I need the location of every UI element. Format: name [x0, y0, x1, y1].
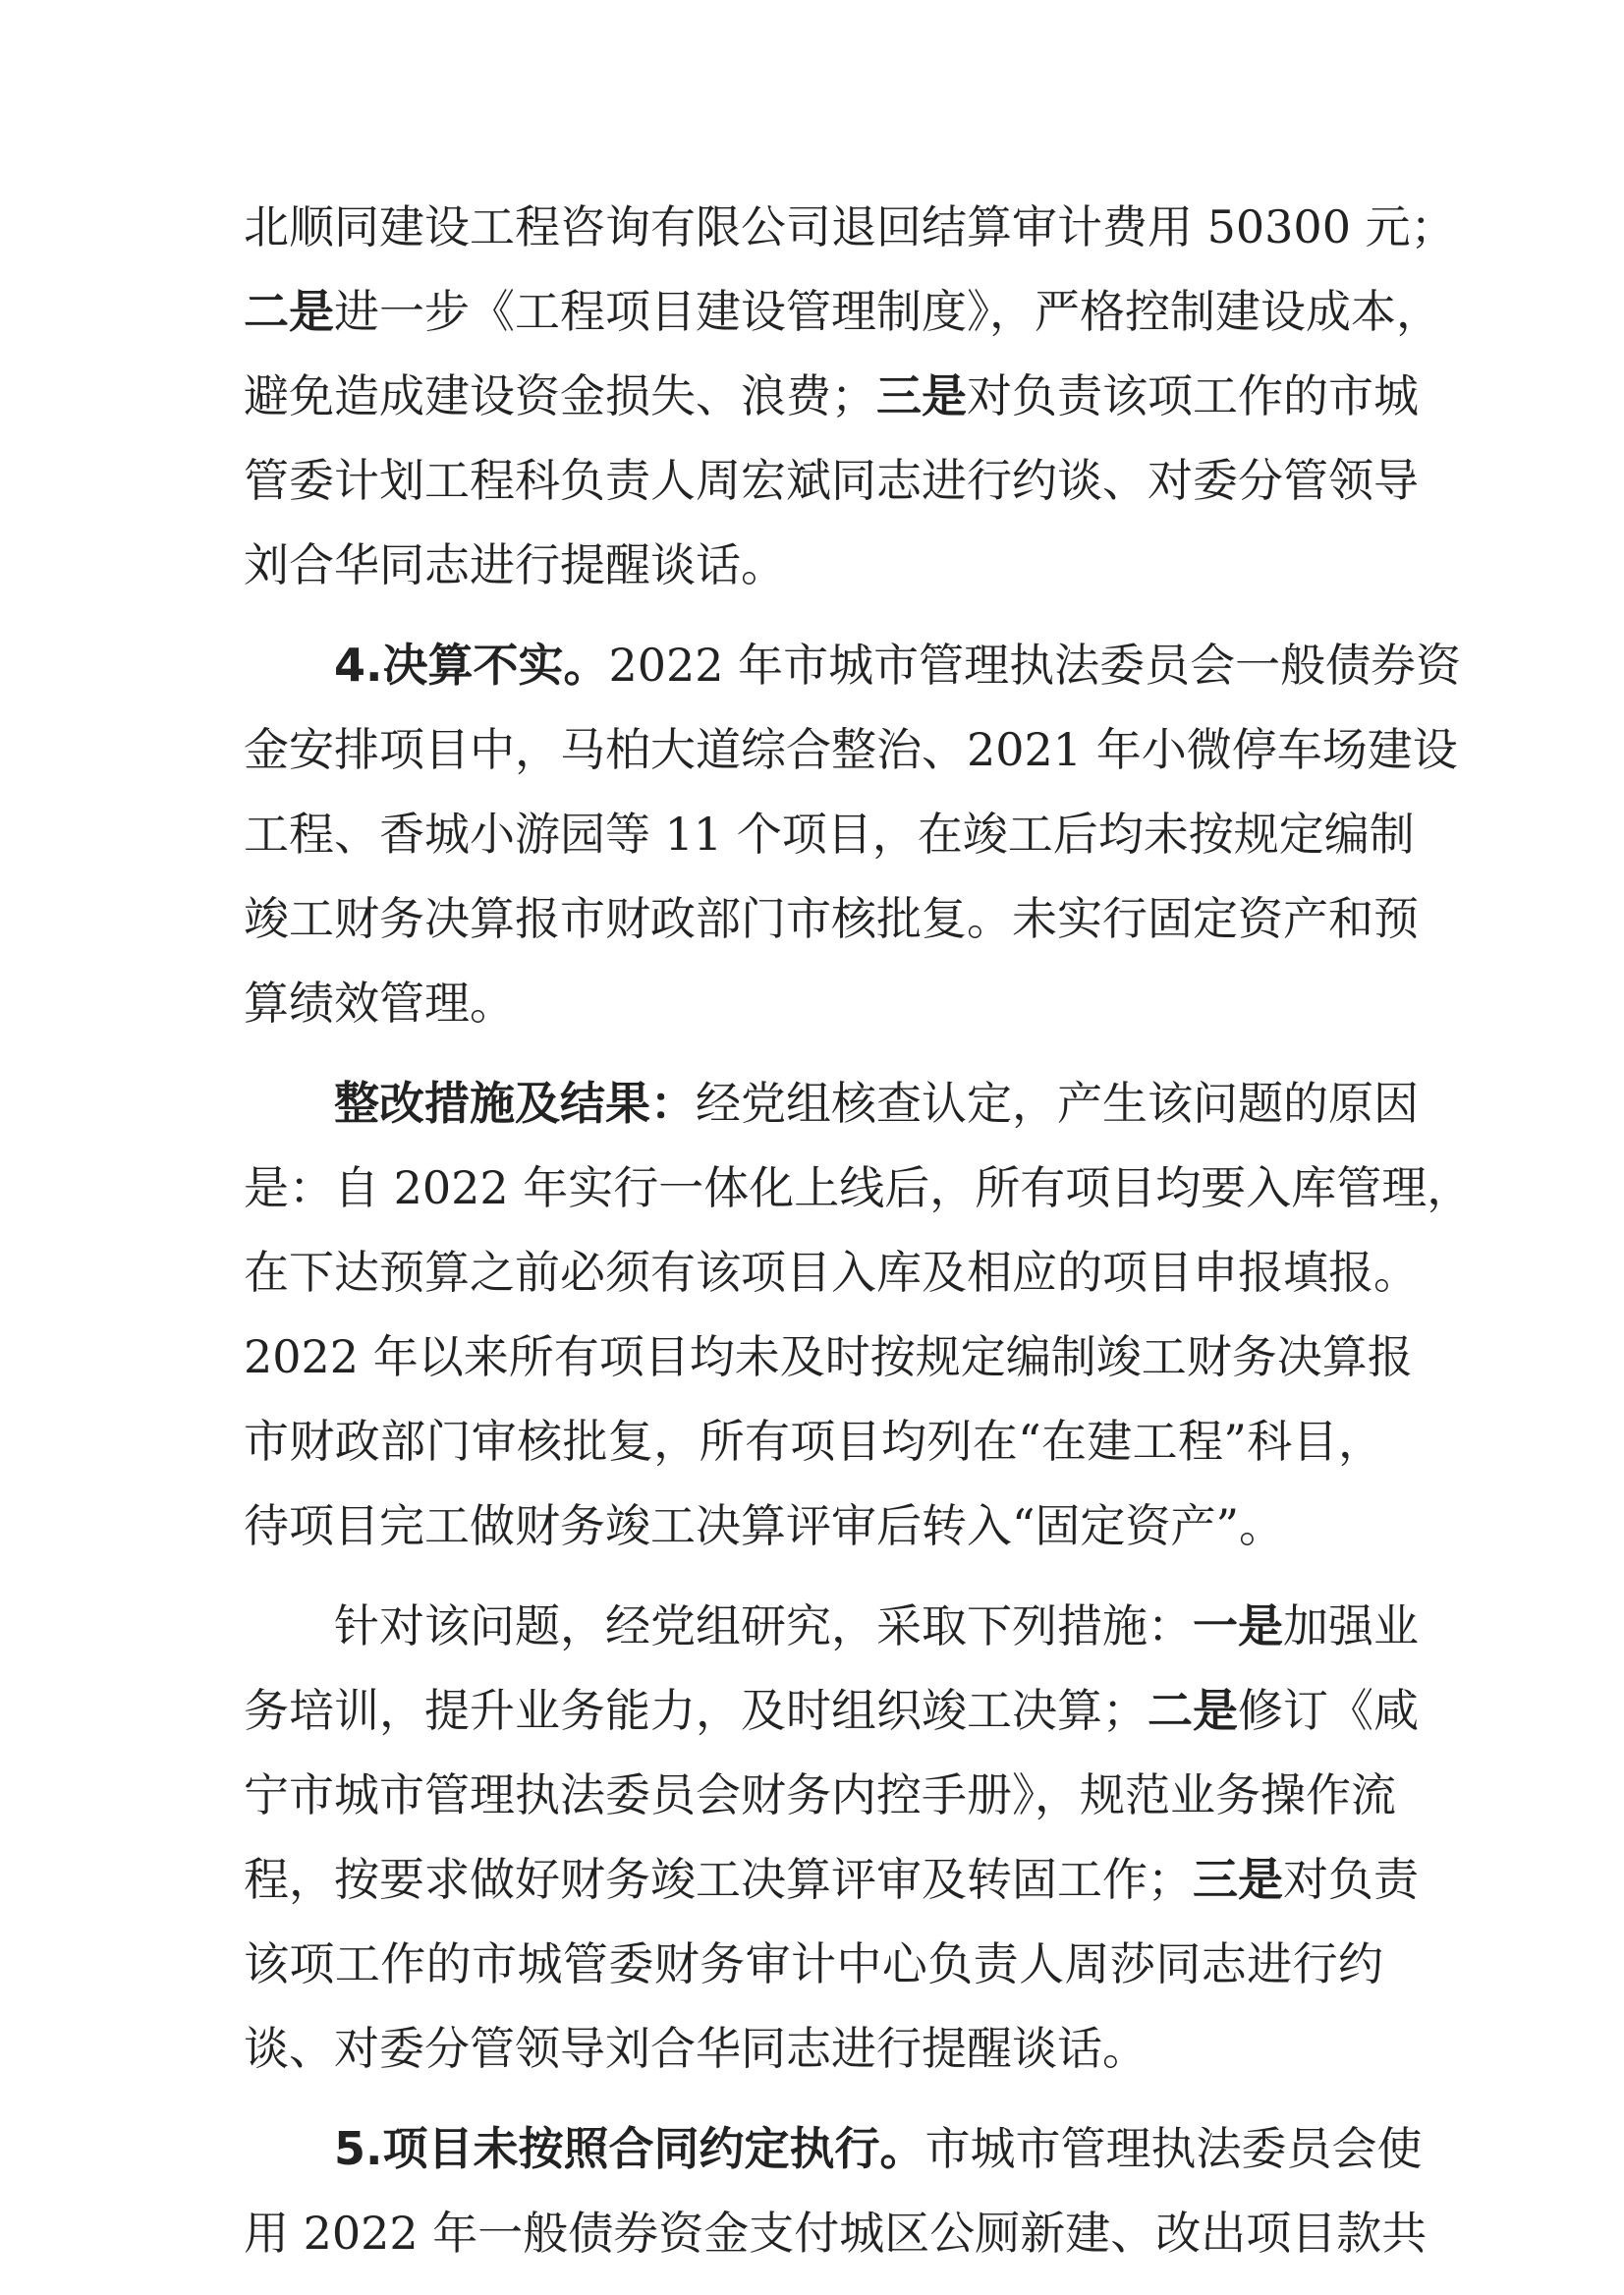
section-heading: 整改措施及结果：	[334, 1077, 696, 1130]
paragraph-measures	[244, 1584, 1419, 2091]
text-line: 工程、香城小游园等 11 个项目，在竣工后均未按规定编制	[244, 808, 1415, 861]
text-line: 谈、对委分管领导刘合华同志进行提醒谈话。	[244, 2022, 1148, 2075]
text-line: 管委计划工程科负责人周宏斌同志进行约谈、对委分管领导	[244, 454, 1419, 507]
text-line: 程，按要求做好财务竣工决算评审及转固工作；三是对负责	[244, 1853, 1419, 1906]
text-line: 算绩效管理。	[244, 977, 515, 1030]
text-line: 是：自 2022 年实行一体化上线后，所有项目均要入库管理，	[244, 1161, 1473, 1214]
text-line: 在下达预算之前必须有该项目入库及相应的项目申报填报。	[244, 1246, 1419, 1299]
text-line: 二是进一步《工程项目建设管理制度》，严格控制建设成本，	[244, 285, 1441, 338]
text-line: 刘合华同志进行提醒谈话。	[244, 538, 786, 591]
paragraph-issue-5	[244, 2106, 1428, 2275]
text-line: 市财政部门审核批复，所有项目均列在“在建工程”科目，	[244, 1415, 1383, 1468]
text-line: 针对该问题，经党组研究，采取下列措施：一是加强业	[334, 1599, 1419, 1652]
text-line: 2022 年以来所有项目均未及时按规定编制竣工财务决算报	[244, 1330, 1413, 1383]
text-line: 待项目完工做财务竣工决算评审后转入“固定资产”。	[244, 1499, 1285, 1552]
text-line: 避免造成建设资金损失、浪费；三是对负责该项工作的市城	[244, 369, 1419, 422]
document-body	[244, 185, 1473, 2275]
issue-heading: 5.项目未按照合同约定执行。	[334, 2122, 925, 2175]
issue-heading: 4.决算不实。	[334, 639, 609, 692]
paragraph-issue-4	[244, 623, 1462, 1045]
text-line: 该项工作的市城管委财务审计中心负责人周莎同志进行约	[244, 1937, 1383, 1990]
text-line: 4.决算不实。2022 年市城市管理执法委员会一般债券资	[334, 639, 1462, 692]
paragraph-rectification-measures-cont	[244, 185, 1456, 607]
text-line: 整改措施及结果：经党组核查认定，产生该问题的原因	[334, 1077, 1419, 1130]
text-line: 竣工财务决算报市财政部门市核批复。未实行固定资产和预	[244, 892, 1419, 945]
text-line: 北顺同建设工程咨询有限公司退回结算审计费用 50300 元；	[244, 200, 1456, 253]
text-line: 金安排项目中，马柏大道综合整治、2021 年小微停车场建设	[244, 723, 1458, 776]
text-line: 用 2022 年一般债券资金支付城区公厕新建、改出项目款共	[244, 2207, 1428, 2260]
text-line: 务培训，提升业务能力，及时组织竣工决算；二是修订《咸	[244, 1684, 1419, 1737]
paragraph-rectification-result	[244, 1061, 1473, 1568]
text-line: 宁市城市管理执法委员会财务内控手册》，规范业务操作流	[244, 1768, 1396, 1821]
text-line: 5.项目未按照合同约定执行。市城市管理执法委员会使	[334, 2122, 1423, 2175]
